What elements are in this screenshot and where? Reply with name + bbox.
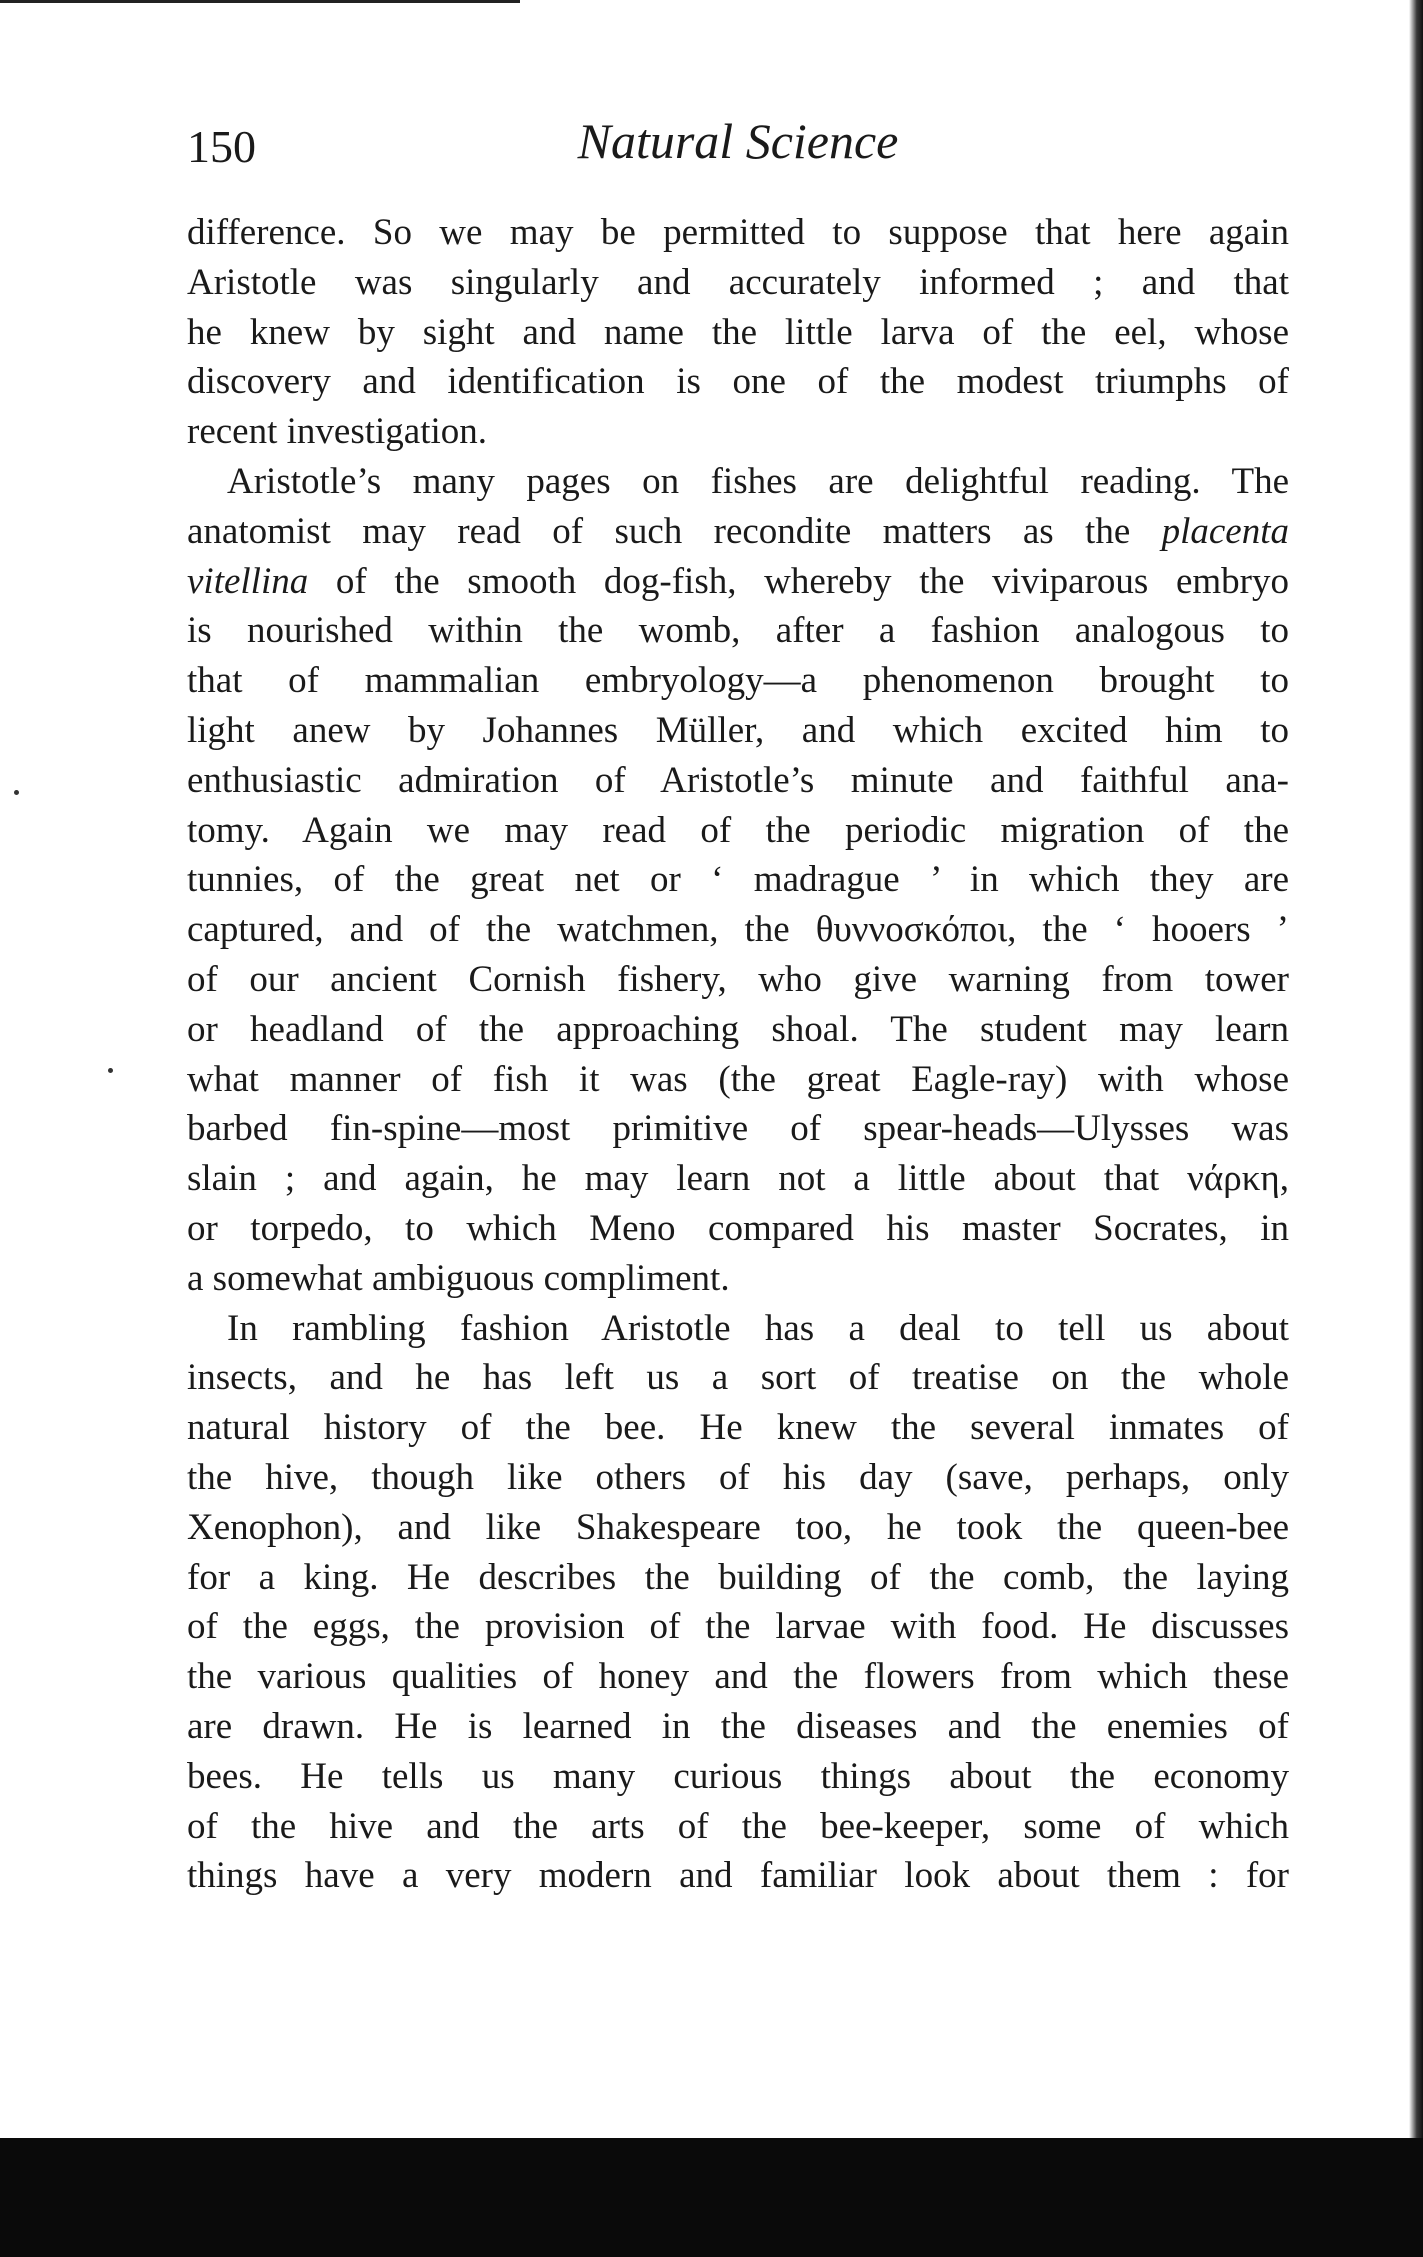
text-line: light anew by Johannes Müller, and which excited him to [187, 709, 1289, 751]
text-line: insects, and he has left us a sort of treatise on the whole [187, 1357, 1289, 1399]
text-line: of the eggs, the provision of the larvae with food. He discusses [187, 1606, 1289, 1648]
text-line: difference. So we may be permitted to suppose that here again [187, 212, 1289, 253]
scan-edge-bottom [0, 2138, 1423, 2257]
text-line: Xenophon), and like Shakespeare too, he took the queen-bee [187, 1506, 1289, 1548]
text-line: is nourished within the womb, after a fashion analogous to [187, 610, 1289, 652]
text-line: discovery and identification is one of the modest triumphs of [187, 361, 1289, 403]
text-line: the hive, though like others of his day (save, perhaps, only [187, 1456, 1289, 1498]
text-line: of the hive and the arts of the bee-keeper, some of which [187, 1805, 1289, 1847]
text-line: captured, and of the watchmen, the θυννοσκόποι, the ‘ hooers ’ [187, 909, 1289, 951]
text-line: he knew by sight and name the little larva of the eel, whose [187, 311, 1289, 353]
text-line: of our ancient Cornish fishery, who give warning from tower [187, 958, 1289, 1000]
text-line: or headland of the approaching shoal. The student may learn [187, 1008, 1289, 1050]
text-line: that of mammalian embryology—a phenomenon brought to [187, 660, 1289, 702]
text-line: things have a very modern and familiar look about them : for [187, 1855, 1289, 1897]
text-line: for a king. He describes the building of the comb, the laying [187, 1556, 1289, 1598]
text-line: what manner of fish it was (the great Eagle-ray) with whose [187, 1058, 1289, 1100]
text-line: recent investigation. [187, 411, 488, 453]
scan-edge-right [1409, 0, 1423, 2257]
page-number: 150 [187, 121, 256, 172]
page-header [187, 112, 1289, 182]
text-line: Aristotle was singularly and accurately informed ; and that [187, 261, 1289, 303]
text-line: a somewhat ambiguous compliment. [187, 1257, 730, 1299]
text-line: bees. He tells us many curious things about the economy [187, 1755, 1289, 1797]
scan-speck [108, 1068, 113, 1073]
text-line: enthusiastic admiration of Aristotle’s minute and faithful ana- [187, 759, 1289, 801]
text-line: natural history of the bee. He knew the several inmates of [187, 1407, 1289, 1449]
running-head: Natural Science [577, 113, 899, 169]
text-line: barbed fin-spine—most primitive of spear-heads—Ulysses was [187, 1108, 1289, 1150]
text-line: slain ; and again, he may learn not a little about that νάρκη, [187, 1158, 1289, 1200]
scan-speck [14, 790, 19, 795]
text-line: Aristotle’s many pages on fishes are delightful reading. The [227, 460, 1289, 502]
text-line: anatomist may read of such recondite matters as the placenta [187, 510, 1289, 552]
top-rule [0, 0, 520, 3]
text-line: In rambling fashion Aristotle has a deal to tell us about [227, 1307, 1289, 1349]
text-line: are drawn. He is learned in the diseases and the enemies of [187, 1705, 1289, 1747]
text-line: vitellina of the smooth dog-fish, whereby the viviparous embryo [187, 560, 1289, 602]
text-line: tunnies, of the great net or ‘ madrague ’ in which they are [187, 859, 1289, 901]
text-line: or torpedo, to which Meno compared his master Socrates, in [187, 1207, 1289, 1249]
body-text [187, 208, 1289, 1901]
text-line: tomy. Again we may read of the periodic migration of the [187, 809, 1289, 851]
text-line: the various qualities of honey and the flowers from which these [187, 1656, 1289, 1698]
